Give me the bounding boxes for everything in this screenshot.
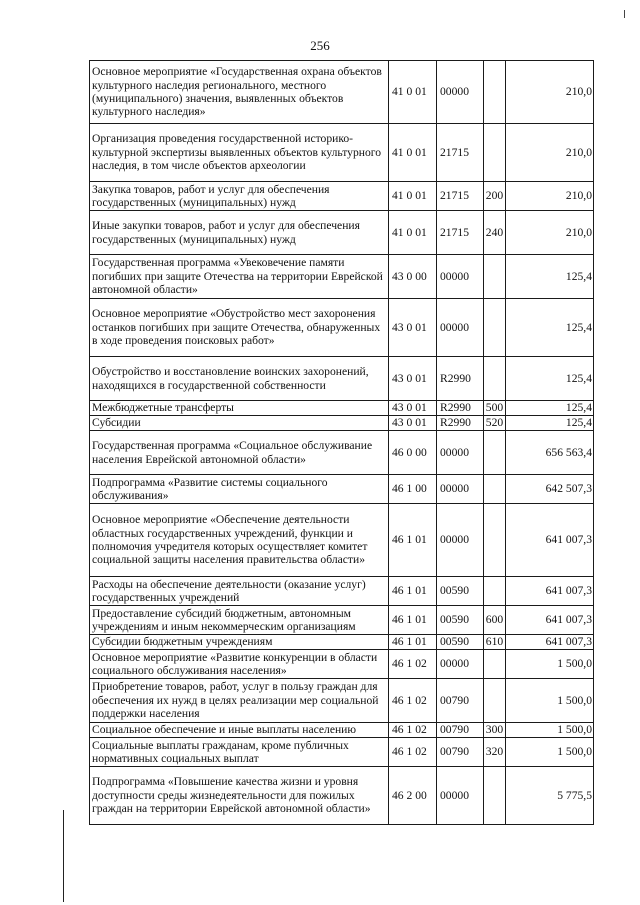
row-expense-type-cell xyxy=(484,61,506,124)
table-row xyxy=(90,211,594,255)
row-direction-code-cell: 00000 xyxy=(437,475,484,504)
row-expense-type-cell: 610 xyxy=(484,635,506,650)
row-target-code-cell: 46 2 00 xyxy=(389,767,437,825)
row-name-cell: Межбюджетные трансферты xyxy=(90,401,389,416)
row-name-cell: Социальное обеспечение и иные выплаты населению xyxy=(90,723,389,738)
row-amount-cell: 210,0 xyxy=(506,61,594,124)
row-amount-cell: 1 500,0 xyxy=(506,723,594,738)
row-expense-type-cell xyxy=(484,431,506,475)
row-name-cell: Основное мероприятие «Развитие конкуренции в области социального обслуживания населения» xyxy=(90,650,389,679)
table-row xyxy=(90,416,594,431)
table-row xyxy=(90,679,594,723)
row-name-cell: Подпрограмма «Повышение качества жизни и уровня доступности среды жизнедеятельности для пожилых граждан на территории Еврейской автономной области» xyxy=(90,767,389,825)
row-name-cell: Иные закупки товаров, работ и услуг для обеспечения государственных (муниципальных) нужд xyxy=(90,211,389,255)
row-amount-cell: 656 563,4 xyxy=(506,431,594,475)
row-amount-cell: 210,0 xyxy=(506,124,594,182)
row-expense-type-cell xyxy=(484,299,506,357)
row-name-cell: Основное мероприятие «Обеспечение деятельности областных государственных учреждений, функции и полномочия учредителя которых осуществляет комитет социальной защиты населения правительства области» xyxy=(90,504,389,577)
row-amount-cell: 1 500,0 xyxy=(506,679,594,723)
row-direction-code-cell: 00000 xyxy=(437,767,484,825)
table-row xyxy=(90,635,594,650)
row-amount-cell: 5 775,5 xyxy=(506,767,594,825)
row-target-code-cell: 43 0 01 xyxy=(389,357,437,401)
row-direction-code-cell: 00000 xyxy=(437,504,484,577)
row-expense-type-cell xyxy=(484,124,506,182)
table-row xyxy=(90,299,594,357)
row-direction-code-cell: 00790 xyxy=(437,679,484,723)
row-direction-code-cell: 00590 xyxy=(437,606,484,635)
row-target-code-cell: 46 1 01 xyxy=(389,504,437,577)
table-body xyxy=(90,61,594,825)
row-amount-cell: 125,4 xyxy=(506,357,594,401)
row-amount-cell: 641 007,3 xyxy=(506,577,594,606)
row-name-cell: Субсидии xyxy=(90,416,389,431)
row-expense-type-cell: 500 xyxy=(484,401,506,416)
table-row xyxy=(90,723,594,738)
row-name-cell: Основное мероприятие «Государственная охрана объектов культурного наследия регионального, местного (муниципального) значения, выявленных объектов культурного наследия» xyxy=(90,61,389,124)
table-row xyxy=(90,606,594,635)
row-direction-code-cell: 21715 xyxy=(437,211,484,255)
row-amount-cell: 642 507,3 xyxy=(506,475,594,504)
row-target-code-cell: 41 0 01 xyxy=(389,61,437,124)
budget-table xyxy=(89,60,594,825)
row-target-code-cell: 43 0 01 xyxy=(389,299,437,357)
row-name-cell: Государственная программа «Социальное обслуживание населения Еврейской автономной области» xyxy=(90,431,389,475)
row-name-cell: Предоставление субсидий бюджетным, автономным учреждениям и иным некоммерческим организациям xyxy=(90,606,389,635)
row-direction-code-cell: R2990 xyxy=(437,401,484,416)
row-amount-cell: 125,4 xyxy=(506,255,594,299)
row-amount-cell: 125,4 xyxy=(506,299,594,357)
row-amount-cell: 125,4 xyxy=(506,401,594,416)
table-row xyxy=(90,401,594,416)
row-direction-code-cell: 00000 xyxy=(437,650,484,679)
row-target-code-cell: 41 0 01 xyxy=(389,182,437,211)
row-direction-code-cell: 21715 xyxy=(437,182,484,211)
row-target-code-cell: 46 1 01 xyxy=(389,606,437,635)
row-amount-cell: 210,0 xyxy=(506,211,594,255)
row-name-cell: Обустройство и восстановление воинских захоронений, находящихся в государственной собственности xyxy=(90,357,389,401)
table-row xyxy=(90,577,594,606)
row-amount-cell: 641 007,3 xyxy=(506,606,594,635)
row-expense-type-cell xyxy=(484,504,506,577)
table-row xyxy=(90,650,594,679)
row-target-code-cell: 43 0 01 xyxy=(389,401,437,416)
row-target-code-cell: 41 0 01 xyxy=(389,124,437,182)
row-direction-code-cell: 00590 xyxy=(437,577,484,606)
row-expense-type-cell xyxy=(484,679,506,723)
row-amount-cell: 1 500,0 xyxy=(506,738,594,767)
table-row xyxy=(90,767,594,825)
row-expense-type-cell xyxy=(484,255,506,299)
table-row xyxy=(90,61,594,124)
row-direction-code-cell: 21715 xyxy=(437,124,484,182)
row-target-code-cell: 46 1 02 xyxy=(389,679,437,723)
row-target-code-cell: 43 0 01 xyxy=(389,416,437,431)
row-name-cell: Организация проведения государственной историко-культурной экспертизы выявленных объектов культурного наследия, в том числе объектов археологии xyxy=(90,124,389,182)
row-expense-type-cell: 300 xyxy=(484,723,506,738)
row-name-cell: Основное мероприятие «Обустройство мест захоронения останков погибших при защите Отечества, обнаруженных в ходе проведения поисковых работ» xyxy=(90,299,389,357)
table-row xyxy=(90,504,594,577)
row-target-code-cell: 46 1 01 xyxy=(389,635,437,650)
row-direction-code-cell: 00790 xyxy=(437,723,484,738)
row-amount-cell: 1 500,0 xyxy=(506,650,594,679)
row-direction-code-cell: 00000 xyxy=(437,299,484,357)
row-direction-code-cell: 00000 xyxy=(437,61,484,124)
table-row xyxy=(90,182,594,211)
row-expense-type-cell: 600 xyxy=(484,606,506,635)
table-row xyxy=(90,738,594,767)
row-amount-cell: 125,4 xyxy=(506,416,594,431)
row-amount-cell: 641 007,3 xyxy=(506,504,594,577)
row-name-cell: Расходы на обеспечение деятельности (оказание услуг) государственных учреждений xyxy=(90,577,389,606)
row-expense-type-cell: 320 xyxy=(484,738,506,767)
row-expense-type-cell xyxy=(484,475,506,504)
row-name-cell: Государственная программа «Увековечение памяти погибших при защите Отечества на территории Еврейской автономной области» xyxy=(90,255,389,299)
margin-line xyxy=(63,810,64,902)
row-amount-cell: 210,0 xyxy=(506,182,594,211)
table-row xyxy=(90,255,594,299)
table-row xyxy=(90,124,594,182)
row-direction-code-cell: 00000 xyxy=(437,431,484,475)
row-direction-code-cell: 00590 xyxy=(437,635,484,650)
row-expense-type-cell xyxy=(484,650,506,679)
row-target-code-cell: 46 0 00 xyxy=(389,431,437,475)
row-direction-code-cell: R2990 xyxy=(437,357,484,401)
row-expense-type-cell xyxy=(484,767,506,825)
table-row xyxy=(90,357,594,401)
table-row xyxy=(90,475,594,504)
row-expense-type-cell: 520 xyxy=(484,416,506,431)
table-row xyxy=(90,431,594,475)
row-name-cell: Закупка товаров, работ и услуг для обеспечения государственных (муниципальных) нужд xyxy=(90,182,389,211)
scan-corner-mark xyxy=(624,10,625,18)
row-direction-code-cell: 00790 xyxy=(437,738,484,767)
row-direction-code-cell: R2990 xyxy=(437,416,484,431)
page-number: 256 xyxy=(310,38,330,53)
row-target-code-cell: 46 1 02 xyxy=(389,738,437,767)
row-expense-type-cell: 200 xyxy=(484,182,506,211)
row-target-code-cell: 46 1 00 xyxy=(389,475,437,504)
row-name-cell: Субсидии бюджетным учреждениям xyxy=(90,635,389,650)
row-target-code-cell: 46 1 02 xyxy=(389,723,437,738)
row-name-cell: Приобретение товаров, работ, услуг в пользу граждан для обеспечения их нужд в целях реализации мер социальной поддержки населения xyxy=(90,679,389,723)
row-expense-type-cell xyxy=(484,577,506,606)
row-target-code-cell: 43 0 00 xyxy=(389,255,437,299)
row-target-code-cell: 46 1 02 xyxy=(389,650,437,679)
row-name-cell: Социальные выплаты гражданам, кроме публичных нормативных социальных выплат xyxy=(90,738,389,767)
row-name-cell: Подпрограмма «Развитие системы социального обслуживания» xyxy=(90,475,389,504)
row-target-code-cell: 46 1 01 xyxy=(389,577,437,606)
row-expense-type-cell xyxy=(484,357,506,401)
row-direction-code-cell: 00000 xyxy=(437,255,484,299)
row-expense-type-cell: 240 xyxy=(484,211,506,255)
row-target-code-cell: 41 0 01 xyxy=(389,211,437,255)
row-amount-cell: 641 007,3 xyxy=(506,635,594,650)
